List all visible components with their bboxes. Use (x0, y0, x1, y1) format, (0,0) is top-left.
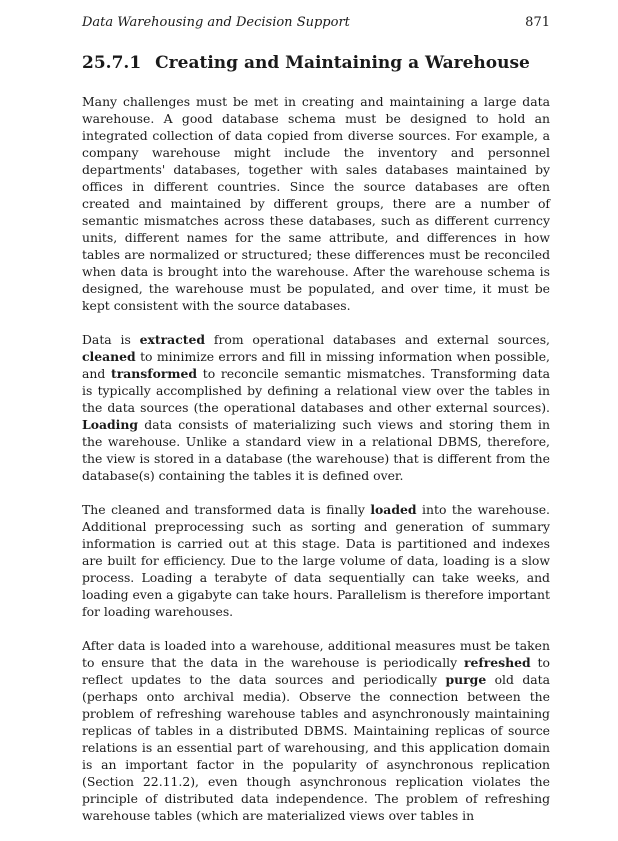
running-head (82, 14, 550, 32)
paragraph-1 (82, 93, 550, 314)
body-text (82, 93, 550, 824)
term-extracted: extracted (139, 332, 206, 347)
paragraph-text: old data (perhaps onto archival media). Observe the connection between the problem of refreshing warehouse tables and asynchronously maintaining replicas of tables in a distributed DBMS. Maintaining replicas of source relations is an essential part of warehousing, and this application domain is an important factor in the popularity of asynchronous replication (Section 22.11.2), even though asynchronous replication violates the principle of distributed data independence. The problem of refreshing warehouse tables (which are materialized views over tables in (82, 672, 550, 823)
term-cleaned: cleaned (82, 349, 136, 364)
page-number: 871 (525, 15, 550, 30)
book-page (82, 14, 550, 841)
term-loading: Loading (82, 417, 139, 432)
term-transformed: transformed (110, 366, 198, 381)
paragraph-text: into the warehouse. Additional preprocessing such as sorting and generation of summary information is carried out at this stage. Data is partitioned and indexes are built for efficiency. Due to the large volume of data, loading is a slow process. Loading a terabyte of data sequentially can take weeks, and loading even a gigabyte can take hours. Parallelism is therefore important for loading warehouses. (82, 502, 550, 619)
term-purge: purge (445, 672, 487, 687)
section-title: Creating and Maintaining a Warehouse (155, 53, 530, 73)
paragraph-text: After data is loaded into a warehouse, additional measures must be taken to ensure that the data in the warehouse is periodically (82, 638, 550, 670)
term-loaded: loaded (370, 502, 417, 517)
paragraph-text: to reflect updates to the data sources and periodically (82, 655, 550, 687)
section-number: 25.7.1 (82, 53, 142, 73)
paragraph-text: to minimize errors and fill in missing information when possible, and (82, 349, 550, 381)
paragraph-text: from operational databases and external sources, (205, 332, 550, 347)
paragraph-text: data consists of materializing such views and storing them in the warehouse. Unlike a standard view in a relational DBMS, therefore, the view is stored in a database (the warehouse) that is different from the database(s) containing the tables it is defined over. (82, 417, 550, 483)
section-heading (82, 52, 550, 74)
paragraph-text: Many challenges must be met in creating and maintaining a large data warehouse. A good database schema must be designed to hold an integrated collection of data copied from diverse sources. For example, a company warehouse might include the inventory and personnel departments' databases, together with sales databases maintained by offices in different countries. Since the source databases are often created and maintained by different groups, there are a number of semantic mismatches across these databases, such as different currency units, different names for the same attribute, and differences in how tables are normalized or structured; these differences must be reconciled when data is brought into the warehouse. After the warehouse schema is designed, the warehouse must be populated, and over time, it must be kept consistent with the source databases. (82, 94, 550, 313)
running-title: Data Warehousing and Decision Support (82, 15, 350, 30)
paragraph-text: to reconcile semantic mismatches. Transforming data is typically accomplished by defining a relational view over the tables in the data sources (the operational databases and other external sources). (82, 366, 550, 415)
paragraph-2 (82, 331, 550, 484)
paragraph-text: The cleaned and transformed data is finally (82, 502, 371, 517)
paragraph-3 (82, 501, 550, 620)
paragraph-text: Data is (82, 332, 140, 347)
paragraph-4 (82, 637, 550, 824)
term-refreshed: refreshed (464, 655, 531, 670)
